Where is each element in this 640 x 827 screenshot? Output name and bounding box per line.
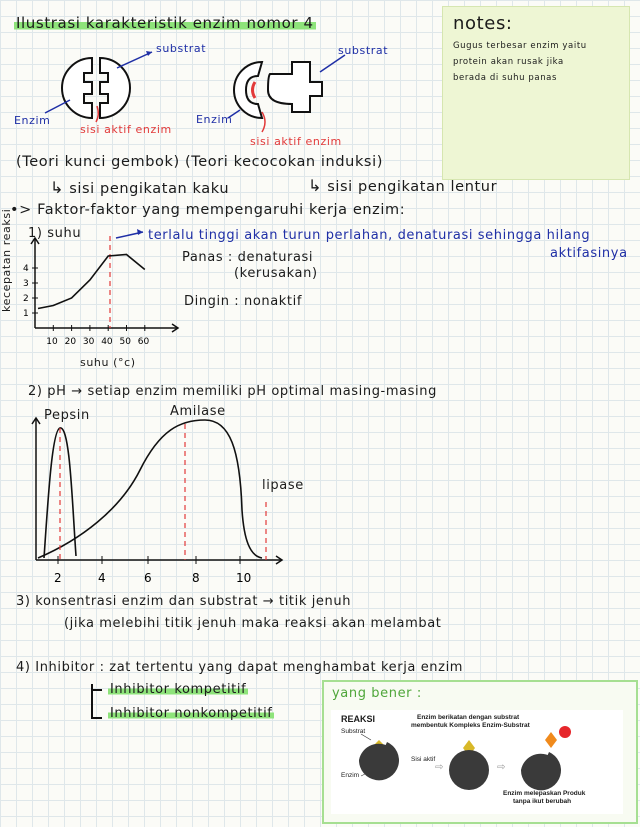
label-sisi-aktif-2: sisi aktif enzim [250,135,342,148]
ph-xtick-label: 10 [236,571,252,585]
suhu-ytick-label: 4 [23,264,29,274]
callout-heading: yang bener : [332,686,422,701]
notes-heading: notes: [453,13,513,34]
panas-line-2: (kerusakan) [234,266,318,281]
diagram-enzim-label: Enzim [341,772,360,779]
suhu-label: 1) suhu [28,226,82,241]
suhu-xtick-label: 20 [64,337,77,347]
suhu-xtick-label: 40 [101,337,113,347]
ph-xtick-label: 8 [192,571,200,585]
produk-shape-2 [559,726,571,738]
panas-line-1: Panas : denaturasi [182,250,314,265]
ph-xtick-label: 6 [144,571,152,585]
enzim-shape-1 [359,742,399,780]
diagram-top-text-1: Enzim berikatan dengan substrat [417,714,520,721]
page-title: Ilustrasi karakteristik enzim nomor 4 [16,14,314,32]
label-enzim-1: Enzim [14,114,51,127]
theories-line: (Teori kunci gembok) (Teori kecocokan induksi) [16,154,383,170]
notes-line-3: berada di suhu panas [453,73,558,83]
diagram-top-text-2: membentuk Kompleks Enzim-Substrat [411,722,530,729]
suhu-ytick-label: 2 [23,294,29,304]
svg-text:⇨: ⇨ [435,762,444,773]
suhu-ytick-label: 1 [23,309,29,319]
diagram-sisi-aktif-label: Sisi aktif [411,756,436,763]
factors-heading: •> Faktor-faktor yang mempengaruhi kerja enzim: [10,202,406,218]
label-enzim-2: Enzim [196,113,233,126]
notes-line-1: Gugus terbesar enzim yaitu [453,41,587,51]
theory-left-arrow: ↳ sisi pengikatan kaku [50,178,230,197]
konsentrasi-line-2: (jika melebihi titik jenuh maka reaksi akan melambat [64,616,442,631]
inhibitor-item-1: Inhibitor kompetitif [110,682,247,697]
suhu-ylabel: kecepatan reaksi [0,208,13,312]
diagram-bottom-text-2: tanpa ikut berubah [513,798,572,805]
reaksi-label: REAKSI [341,714,376,724]
enzim-shape-3 [521,752,561,790]
ph-label: 2) pH → setiap enzim memiliki pH optimal masing-masing [28,384,437,399]
dingin-line: Dingin : nonaktif [184,294,303,309]
ph-xtick-label: 2 [54,571,62,585]
label-substrat-1: substrat [156,42,207,55]
theory-right-arrow: ↳ sisi pengikatan lentur [308,176,498,195]
ph-lipase-label: lipase [262,478,304,493]
label-sisi-aktif-1: sisi aktif enzim [80,123,172,136]
ph-amilase-label: Amilase [170,404,226,419]
factors-heading-text: Faktor-faktor yang mempengaruhi kerja enzim: [37,202,406,218]
theory-left: sisi pengikatan kaku [69,181,230,197]
suhu-xtick-label: 10 [46,337,58,347]
suhu-xtick-label: 50 [119,337,131,347]
diagram-substrat-label: Substrat [341,728,366,735]
produk-shape-1 [545,732,557,748]
reaction-diagram-art [331,710,623,814]
notes-line-2: protein akan rusak jika [453,57,564,67]
suhu-xlabel: suhu (°c) [80,356,136,369]
label-substrat-2: substrat [338,44,389,57]
konsentrasi-line-1: 3) konsentrasi enzim dan substrat → titik jenuh [16,594,352,609]
suhu-note-line-2: aktifasinya [550,246,628,261]
inhibitor-item-2: Inhibitor nonkompetitif [110,706,273,721]
ph-pepsin-label: Pepsin [44,408,90,423]
inhibitor-line: 4) Inhibitor : zat tertentu yang dapat menghambat kerja enzim [16,660,464,675]
diagram-bottom-text-1: Enzim melepaskan Produk [503,790,586,797]
theory-right: sisi pengikatan lentur [327,179,498,195]
enzim-shape-2 [449,750,489,790]
suhu-ytick-label: 3 [23,279,29,289]
reaction-diagram [331,710,623,814]
suhu-xtick-label: 30 [82,337,95,347]
suhu-note-line-1: terlalu tinggi akan turun perlahan, denaturasi sehingga hilang [148,228,591,243]
svg-text:⇨: ⇨ [497,762,506,773]
ph-xtick-label: 4 [98,571,106,585]
suhu-xtick-label: 60 [137,337,150,347]
